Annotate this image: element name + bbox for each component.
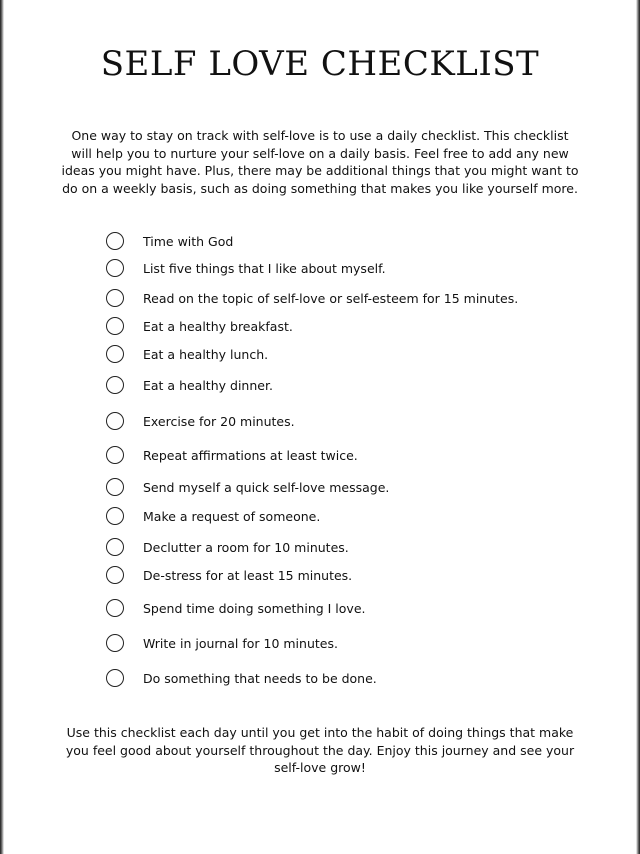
- checklist-item-label: Send myself a quick self-love message.: [143, 479, 390, 495]
- checklist-item-label: Read on the topic of self-love or self-esteem for 15 minutes.: [143, 290, 519, 306]
- circle-checkbox[interactable]: [106, 376, 124, 394]
- circle-checkbox[interactable]: [106, 412, 124, 430]
- checklist-item-journal[interactable]: [106, 631, 338, 655]
- checklist-item-time-with-god[interactable]: [106, 229, 233, 253]
- circle-checkbox[interactable]: [106, 345, 124, 363]
- checklist-item-healthy-dinner[interactable]: [106, 373, 273, 397]
- circle-checkbox[interactable]: [106, 259, 124, 277]
- checklist-item-label: Eat a healthy lunch.: [143, 346, 269, 362]
- checklist-item-label: Do something that needs to be done.: [143, 670, 377, 686]
- checklist-item-read-self-love[interactable]: [106, 286, 518, 310]
- checklist-item-label: Time with God: [143, 233, 234, 249]
- checklist-item-label: Write in journal for 10 minutes.: [143, 635, 338, 651]
- checklist-item-needs-to-be-done[interactable]: [106, 666, 377, 690]
- circle-checkbox[interactable]: [106, 566, 124, 584]
- checklist-item-healthy-lunch[interactable]: [106, 342, 268, 366]
- intro-paragraph: One way to stay on track with self-love is to use a daily checklist. This checklist will help you to nurture your self-love on a daily basis. Feel free to add any new ideas you might have. Plus, there may be additional things that you might want to do on a weekly basis, such as doing something that makes you like yourself more.: [61, 128, 579, 196]
- circle-checkbox[interactable]: [106, 446, 124, 464]
- page-title: SELF LOVE CHECKLIST: [100, 44, 540, 84]
- checklist-item-exercise[interactable]: [106, 409, 295, 433]
- checklist-item-label: Exercise for 20 minutes.: [143, 413, 295, 429]
- checklist-item-label: Eat a healthy breakfast.: [143, 318, 293, 334]
- checklist-item-label: Repeat affirmations at least twice.: [143, 447, 358, 463]
- checklist-item-label: De-stress for at least 15 minutes.: [143, 567, 353, 583]
- circle-checkbox[interactable]: [106, 669, 124, 687]
- checklist-item-de-stress[interactable]: [106, 563, 352, 587]
- circle-checkbox[interactable]: [106, 634, 124, 652]
- checklist-item-affirmations[interactable]: [106, 443, 358, 467]
- checklist-item-label: Spend time doing something I love.: [143, 600, 366, 616]
- circle-checkbox[interactable]: [106, 317, 124, 335]
- circle-checkbox[interactable]: [106, 507, 124, 525]
- circle-checkbox[interactable]: [106, 599, 124, 617]
- circle-checkbox[interactable]: [106, 232, 124, 250]
- checklist-item-label: Make a request of someone.: [143, 508, 321, 524]
- outro-paragraph: Use this checklist each day until you get into the habit of doing things that make you feel good about yourself throughout the day. Enjoy this journey and see your self-love grow!: [65, 725, 575, 775]
- checklist-item-healthy-breakfast[interactable]: [106, 314, 293, 338]
- checklist-item-self-love-message[interactable]: [106, 475, 389, 499]
- checklist-item-make-request[interactable]: [106, 504, 320, 528]
- circle-checkbox[interactable]: [106, 478, 124, 496]
- checklist-item-declutter[interactable]: [106, 535, 349, 559]
- circle-checkbox[interactable]: [106, 289, 124, 307]
- circle-checkbox[interactable]: [106, 538, 124, 556]
- checklist-item-label: Declutter a room for 10 minutes.: [143, 539, 349, 555]
- checklist-item-label: List five things that I like about myself.: [143, 260, 386, 276]
- checklist-item-label: Eat a healthy dinner.: [143, 377, 273, 393]
- checklist-item-list-five-things[interactable]: [106, 256, 386, 280]
- checklist-item-spend-time[interactable]: [106, 596, 366, 620]
